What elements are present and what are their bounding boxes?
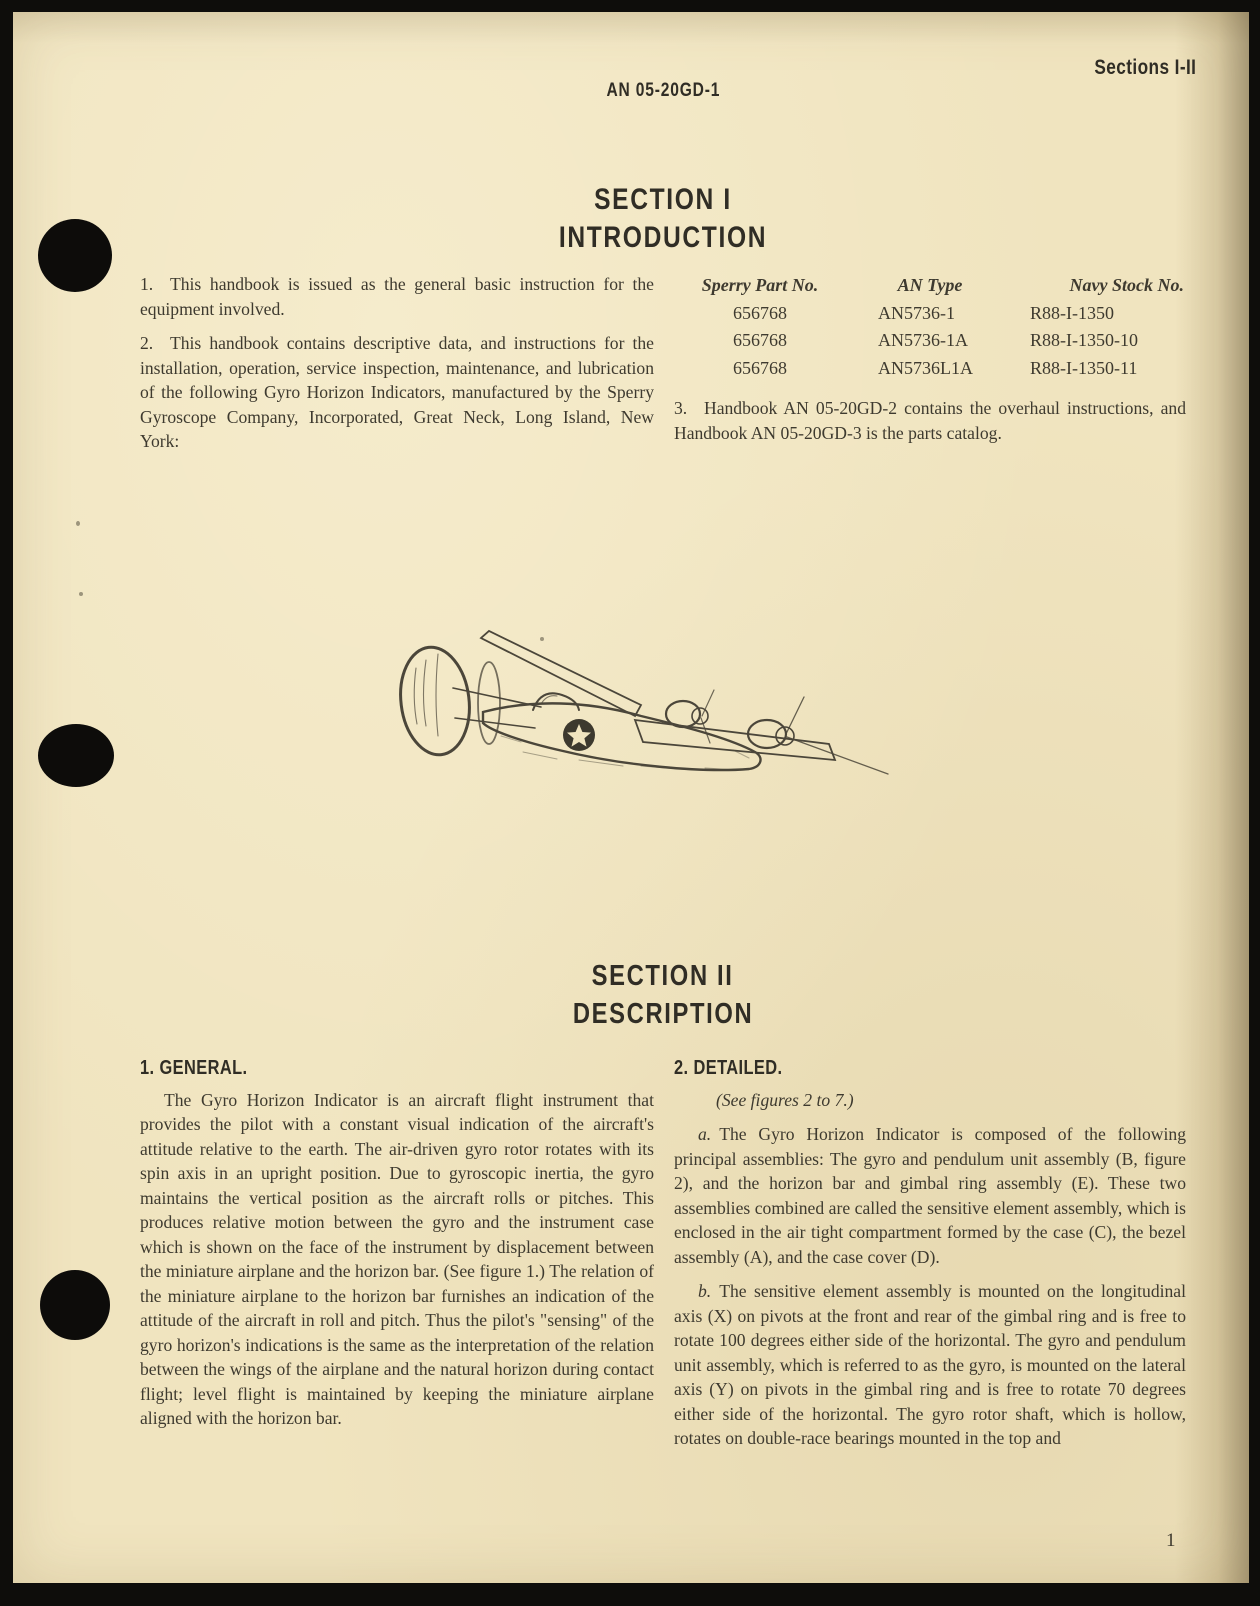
aircraft-illustration [383, 604, 915, 812]
sperry-part-no: 656768 [733, 357, 787, 378]
section1-left-column [140, 272, 654, 464]
general-body: The Gyro Horizon Indicator is an aircraft flight instrument that provides the pilot with a constant visual indication of the aircraft's attitude relative to the earth. The air-driven gyro rotor rotates with its spin axis in an upright position. Due to gyroscopic inertia, the gyro maintains the vertical position as the aircraft rolls or pitches. This produces relative motion between the gyro and the instrument case which is shown on the face of the instrument by displacement between the miniature airplane and the horizon bar. (See figure 1.) The relation of the miniature airplane to the horizon bar furnishes an indication of the attitude of the aircraft in roll and pitch. Thus the pilot's "sensing" of the gyro horizon's indications is the same as the interpretation of the relation between the wings of the airplane and the natural horizon during contact flight; level flight is maintained by keeping the miniature airplane aligned with the horizon bar. [140, 1089, 654, 1428]
see-figures-note: (See figures 2 to 7.) [716, 1089, 854, 1110]
section2-detailed-column [674, 1056, 1186, 1461]
punch-hole-bottom [40, 1270, 110, 1340]
paper-speck [540, 637, 544, 641]
section2-subtitle: DESCRIPTION [572, 998, 754, 1030]
an-type: AN5736L1A [878, 357, 973, 378]
paragraph-a: a. The Gyro Horizon Indicator is composed of the following principal assemblies: The gyro and pendulum unit assembly (B, figure 2), and the horizon bar and gimbal ring assembly (E). These two assemblies combined are called the sensitive element assembly, which is enclosed in the air tight compartment formed by the case (C), the bezel assembly (A), and the case cover (D). [674, 1124, 1186, 1267]
sperry-part-no: 656768 [733, 302, 787, 323]
paper-speck [79, 592, 83, 596]
column-header: Navy Stock No. [1069, 275, 1184, 295]
paragraph-2: 2. This handbook contains descriptive data, and instructions for the installation, operation, service inspection, maintenance, and lubrication of the following Gyro Horizon Indicators, manufactured by the Sperry Gyroscope Company, Incorporated, Great Neck, Long Island, New York: [140, 333, 654, 451]
section2-title: SECTION II [592, 960, 734, 992]
punch-hole-middle [38, 724, 114, 787]
section1-title: SECTION I [594, 183, 732, 216]
section1-subtitle: INTRODUCTION [558, 221, 768, 254]
an-type: AN5736-1 [878, 302, 955, 323]
document-number: AN 05-20GD-1 [606, 80, 720, 101]
paragraph-1: 1. This handbook is issued as the general basic instruction for the equipment involved. [140, 274, 654, 319]
paper-speck [76, 521, 80, 526]
punch-hole-top [38, 219, 112, 292]
general-heading: 1. GENERAL. [140, 1057, 248, 1079]
parts-table [674, 272, 1186, 382]
navy-stock-no: R88-I-1350 [1030, 302, 1114, 323]
table-row [674, 300, 1186, 328]
column-header: AN Type [897, 275, 963, 295]
parts-table-header-row [674, 272, 1186, 300]
navy-stock-no: R88-I-1350-11 [1030, 357, 1138, 378]
section1-right-column [674, 272, 1186, 455]
sections-range-label: Sections I-II [1094, 56, 1196, 79]
navy-stock-no: R88-I-1350-10 [1030, 330, 1138, 350]
column-header: Sperry Part No. [701, 275, 819, 295]
paragraph-3: 3. Handbook AN 05-20GD-2 contains the overhaul instructions, and Handbook AN 05-20GD-3 is the parts catalog. [674, 398, 1186, 443]
table-row [674, 327, 1186, 355]
paragraph-b: b. The sensitive element assembly is mounted on the longitudinal axis (X) on pivots at the front and rear of the gimbal ring and is free to rotate 100 degrees either side of the horizontal. The gyro and pendulum unit assembly, which is referred to as the gyro, is mounted on the lateral axis (Y) on pivots in the gimbal ring and is free to rotate 70 degrees either side of the horizontal. The gyro rotor shaft, which is hollow, rotates on double-race bearings mounted in the top and [674, 1281, 1186, 1448]
detailed-heading: 2. DETAILED. [674, 1057, 783, 1079]
sperry-part-no: 656768 [733, 330, 787, 350]
an-type: AN5736-1A [878, 330, 968, 350]
table-row [674, 355, 1186, 383]
page-number: 1 [1166, 1530, 1176, 1551]
section2-general-column [140, 1056, 654, 1441]
